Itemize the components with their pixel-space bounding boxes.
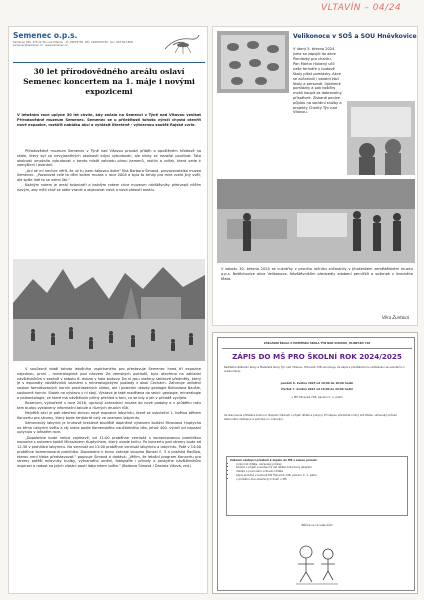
article-lead: V letošním roce uplyne 30 let chvíle, kdy začalo na Semenci v Týně nad Vltavou vznikat Přírodovědné muzeum Semenec. Semenec se u příležitosti tohoto výročí chystá otevřít nové expozice, rozšířit nabídku akcí a vyhlásit literárně - výtvarnou soutěž Rajské cvrle. [17, 113, 201, 127]
concert-crowd-photo [13, 259, 205, 361]
list-item: • doklad o povinném očkování dítěte [236, 470, 404, 474]
paragraph: Největší akcí je pak otevření zbrusu nové expozice labyrintu, které se uskuteční 1. května během Koncertu pro stromy, který bude tentokrát celý ve znamení labyrintu. [17, 410, 201, 420]
child-drawing-icon [288, 538, 346, 588]
divider [222, 348, 412, 349]
baking-photo [347, 101, 415, 175]
list-item: • v průběhu dne otevřených dveří v MŠ [236, 478, 404, 482]
paragraph: Každým rokem je areál kolonizáři a každým rokem chce muzeum návštěvníky překvapit něčím novým, aby měli chuť se stále vracet a objevovat nová a nová zákoutí areálu. [17, 183, 201, 192]
handwritten-stamp: VLTAVÍN – 04/24 [321, 3, 402, 13]
flyer-frame [217, 337, 415, 591]
list-item: • žádost o přijetí a evidenční list dítěte potvrzený lékařem [236, 466, 404, 470]
easter-article [212, 26, 418, 326]
flyer-title: ZÁPIS DO MŠ PRO ŠKOLNÍ ROK 2024/2025 [232, 352, 402, 361]
date-2: čtvrtek 7. května 2024 od 10:00 do 16:00 hodin [280, 387, 354, 391]
place: v MŠ Hlinecká 728, pavilon C, 1. patro [291, 395, 343, 399]
flyer-note: Ve stanovené přihlášce budou k dispozici žádosti o přijetí dítěte a pokyny. Při zápisu předložte rodný list dítěte, občanský průkaz zákonného zástupce a potvrzení o očkování. [224, 413, 397, 421]
list-item: • rodný list dítěte, občanský průkaz [236, 463, 404, 467]
contact-info: Semenec 345, 373 24 Týn nad Vltavou · IČ: 28079736, DIČ: CZ28079736 · tel.: 603 503 808 · semenec@semenec.cz · www.semenec.cz [13, 41, 135, 48]
box-title: Zákonní zástupci předloží k zápisu do MŠ s sebou prosím: [230, 458, 318, 462]
semenec-article [8, 26, 208, 594]
article-body-bottom [17, 367, 201, 469]
school-name: ZÁKLADNÍ ŠKOLA A MATEŘSKÁ ŠKOLA TÝN NAD VLTAVOU, HLINECKÁ 728 [263, 342, 371, 345]
paragraph: Pan Martin Hubený učil naše fermáře v budově školy plést pomlázky. Akce se zúčastnili i ostatní žáci školy a personál. Upletené pomlázky a pak košíčky mohli koupit za dobrovolný příspěvek. Získané peníze půjdou na sociální služby a projekty Charity Týn nad Vltavou. [293, 62, 342, 115]
paragraph: Semenecký labyrint je kruhové kreslené bludiště doplněné výsevem kolážní Miroslava Huptycha na téma Labyrint světa a ráj srdce podle Komenského naučitelného díla, jehož 400. výročí od napsání uplynulo v loňském roce. [17, 420, 201, 435]
pomlazky-photo [217, 31, 289, 93]
author-signature: Věra Zuntová [382, 315, 409, 320]
insect-logo-icon [161, 31, 201, 57]
paragraph: V úterý 5. března 2024 jsme se zapojili do akce Pomlázky pro charitu. [293, 47, 336, 61]
flyer-intro: Ředitelka Základní školy a Mateřské školy Týn nad Vltavou, Hlinecká 728 oznamuje, že zápis k předškolnímu vzdělávání se uskuteční v areálu školy: [224, 365, 405, 373]
paragraph: „Ani se mi nechce věřit, že už tu jsem takovou dobu" říká Barbora Šimová, provozovatelka muzea Semenec. „Pozorovat celé to dění kolem muzea v roce 2004 a byla to tehdy pro mne zcela jiný svět, ale spíše lidé to se velmi líbí." [17, 168, 201, 182]
paragraph: Rozarium, vytvořené v roce 2016, upravují zahradníci muzea do nové podoby a v průběhu roku tam budou vystaveny informační tabule o různých druzích růží. [17, 400, 201, 410]
article-title: 30 let přírodovědného areálu oslaví Semenec koncertem na 1. máje i novými expozicemi [23, 67, 195, 96]
paragraph: „Dopoledne bude velice zajímavé, od 11:00 proběhne vernisáž s komentovanou prohlídkou expozice s autorem koláží Miroslavem Huptychem, který uvede knihu. Po koncertu pod stromy bude od 12:30 v prohlídce labyrintu. Na vernisáž od 11:00 proběhne vernisáž labyrintu a labyrintu. Poté v 14:00 proběhne komentovaná prohlídka. Dopoledne k tomu zahraje skupina Bonsai č. 3 a pražská Radůza, kterou není třeba představovat." popisuje Šimová a dodává: „Věřím, že letošní program Koncertu pro stromy potěší milovníky hudby, výtvarného umění, fotografie i přírody a poskytne návštěvníkům inspiraci a radost na jejich vlastní pouti labyrintem světa." (Barbora Šimová / Daniela Vítová, red.) [17, 435, 201, 468]
article-header [13, 31, 205, 67]
semenec-logo: Semenec o.p.s. [13, 31, 78, 40]
requirements-box [226, 456, 408, 516]
flyer-footer: Těšíme se na vaše děti! [301, 523, 333, 527]
date-1: pondělí 6. května 2024 od 10:00 do 16:00 hodin [280, 381, 354, 385]
article-text-bottom: V sobotu 30. března 2024 se cukrářky z prvního ročníku zúčastnily v Jihočeském zemědělském muzeu o.p.s. Netěchovice akce Velikonoce. Návštěvníkům předvedly zdobení perníčků a sušenek z lineckého těsta. [221, 267, 413, 281]
article-body-top [17, 149, 201, 193]
article-text [293, 47, 343, 116]
article-title: Velikonoce v SOŠ a SOU Hněvkovice [293, 33, 417, 40]
paragraph: Přírodovědné muzeum Semenec v Týně nad Vltavou provází příběh o opuštěném hřbitově na skále, který byl za nevyjasněných okolností kdysi vybudován, ale nikdy se nezačal používat. Tato okolnost umožnila vybudovat v tomto místě zahradu plnou kamenů, rostlin a zvířat, která vede k zamyšlení i poznání. [17, 149, 201, 168]
header-rule [13, 62, 205, 63]
enrollment-flyer [212, 332, 418, 594]
museum-event-photo [217, 179, 415, 263]
requirements-list [230, 463, 404, 482]
paragraph: V současné době tohoto letošního uspíchaného pro přestavuje Semenec hned tři expozice najednou, první - mineralogická pod názvem Ze zemských pokladů, bylo otevřeno na základní návštěvníkům v sezóně v sobotu 6. dubna v hale budovy. Do ní jsou vloženy sbírkové předměty, který je s exponáty návštěvníků seznámí s mineralogickými poklady z okolí Čechách. Zahrnuje unikátní soubor formátovaných hornin prochlazených slídou, ale i poslední ukázky geologie Bohuslava Naušle, souborné hornin. Stolek na výstavu v ní stojí. Výstava je také rozdělena do sekcí: geologie, mineralogie a paleontologie, ze které má návštěvník přímý přehled o tom, co se kdy a jak v přírodě vyvíjelo. [17, 367, 201, 400]
list-item: • zápis probíhá v budově MŠ Hlinecká 728, pavilon C, 1. patro [236, 474, 404, 478]
